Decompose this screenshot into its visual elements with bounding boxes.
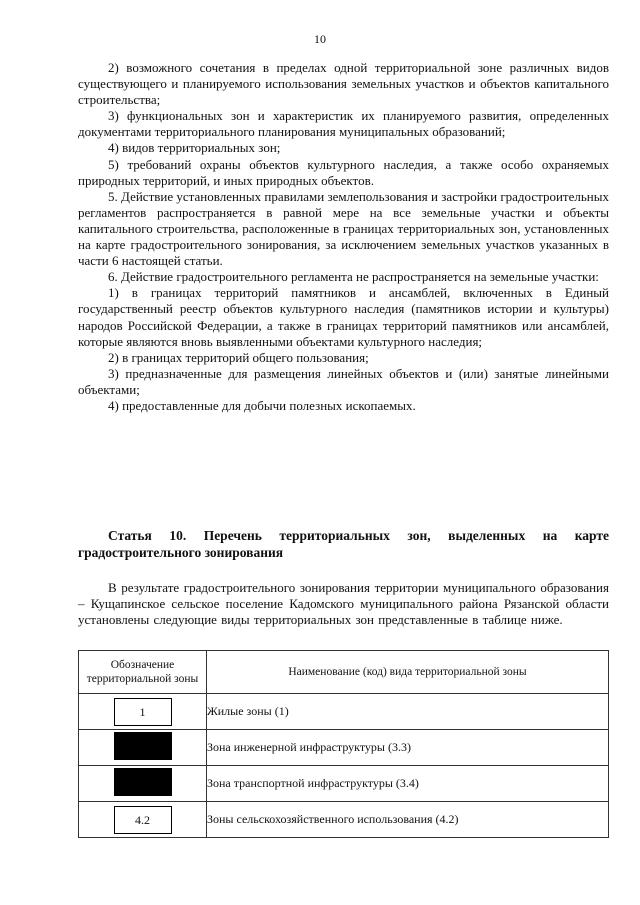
article-heading: Статья 10. Перечень территориальных зон, выделенных на карте градостроительного зонирования xyxy=(78,528,609,560)
paragraph: 3) функциональных зон и характеристик их планируемого развития, определенных документами территориального планирования муниципальных образований; xyxy=(78,108,609,140)
zones-table xyxy=(78,650,609,838)
paragraph: 3) предназначенные для размещения линейных объектов и (или) занятые линейными объектами; xyxy=(78,365,609,397)
paragraph: 1) в границах территорий памятников и ансамблей, включенных в Единый государственный реестр объектов культурного наследия (памятников истории и культуры) народов Российской Федерации, а также в границах территорий памятников или ансамблей, которые являются вновь выявленными объектами культурного наследия; xyxy=(78,285,609,349)
zone-swatch xyxy=(114,732,172,760)
table-row xyxy=(79,802,609,838)
zone-name: Жилые зоны (1) xyxy=(207,694,609,730)
zone-code-cell xyxy=(79,766,207,802)
zone-name: Зоны сельскохозяйственного использования (4.2) xyxy=(207,802,609,838)
table-header-row xyxy=(79,651,609,694)
paragraph: 4) видов территориальных зон; xyxy=(108,140,281,156)
header-zone-name: Наименование (код) вида территориальной зоны xyxy=(207,651,609,694)
table-row xyxy=(79,694,609,730)
zone-swatch: 1 xyxy=(114,698,172,726)
paragraph: 4) предоставленные для добычи полезных ископаемых. xyxy=(108,397,416,413)
table-row xyxy=(79,730,609,766)
paragraph: 5) требований охраны объектов культурного наследия, а также особо охраняемых природных территорий, и иных природных объектов. xyxy=(78,156,609,188)
zone-name: Зона инженерной инфраструктуры (3.3) xyxy=(207,730,609,766)
zone-name: Зона транспортной инфраструктуры (3.4) xyxy=(207,766,609,802)
zone-swatch xyxy=(114,768,172,796)
zone-code-cell xyxy=(79,730,207,766)
paragraph: 5. Действие установленных правилами землепользования и застройки градостроительных регламентов распространяется в равной мере на все земельные участки и объекты капитального строительства, расположенные в границах территориальных зон, установленных на карте градостроительного зонирования, за исключением земельных участков указанных в части 6 настоящей статьи. xyxy=(78,188,609,269)
page-number: 10 xyxy=(314,32,326,46)
paragraph: 2) возможного сочетания в пределах одной территориальной зоне различных видов существующего и планируемого использования земельных участков и объектов капитального строительства; xyxy=(78,60,609,108)
table-row xyxy=(79,766,609,802)
body-text xyxy=(78,60,609,414)
paragraph: 2) в границах территорий общего пользования; xyxy=(108,349,369,365)
intro-paragraph: В результате градостроительного зонирования территории муниципального образования – Кущапинское сельское поселение Кадомского муниципального района Рязанской области установлены следующие виды территориальных зон представленные в таблице ниже. xyxy=(78,580,609,628)
zone-swatch: 4.2 xyxy=(114,806,172,834)
paragraph: 6. Действие градостроительного регламента не распространяется на земельные участки: xyxy=(108,269,599,285)
zone-code-cell xyxy=(79,802,207,838)
zone-code-cell xyxy=(79,694,207,730)
header-zone-code: Обозначение территориальной зоны xyxy=(79,651,207,694)
